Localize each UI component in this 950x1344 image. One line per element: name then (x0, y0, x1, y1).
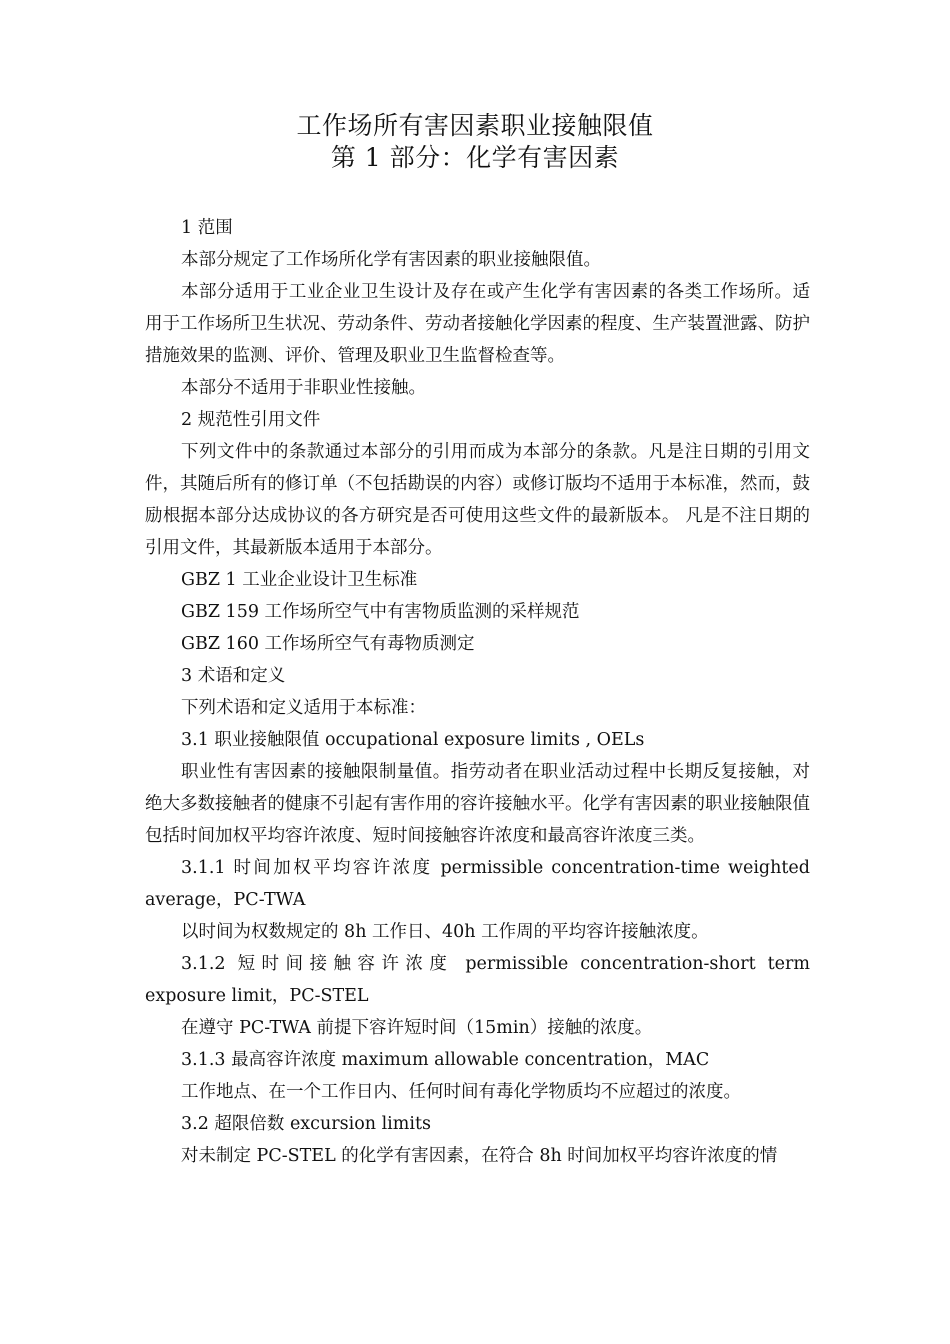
section-heading-terms: 3 术语和定义 (181, 666, 286, 686)
paragraph: 工作地点、在一个工作日内、任何时间有毒化学物质均不应超过的浓度。 (181, 1082, 741, 1102)
paragraph: 对未制定 PC-STEL 的化学有害因素，在符合 8h 时间加权平均容许浓度的情 (181, 1146, 778, 1166)
paragraph: 本部分规定了工作场所化学有害因素的职业接触限值。 (181, 250, 601, 270)
paragraph: 在遵守 PC-TWA 前提下容许短时间（15min）接触的浓度。 (181, 1018, 653, 1038)
document-title: 工作场所有害因素职业接触限值 (296, 111, 654, 140)
paragraph: 下列文件中的条款通过本部分的引用而成为本部分的条款。凡是注日期的引用文件，其随后所有的修订单（不包括勘误的内容）或修订版均不适用于本标准，然而，鼓励根据本部分达成协议的各方研究是否可使用这些文件的最新版本。 凡是不注日期的引用文件，其最新版本适用于本部分。 (145, 442, 810, 558)
paragraph: 以时间为权数规定的 8h 工作日、40h 工作周的平均容许接触浓度。 (181, 922, 709, 942)
paragraph: 下列术语和定义适用于本标准： (181, 698, 426, 718)
section-heading-scope: 1 范围 (181, 218, 233, 238)
document-subtitle: 第 1 部分：化学有害因素 (330, 143, 620, 172)
term-heading: 3.1.1 时间加权平均容许浓度 permissible concentration-time weighted average，PC-TWA (145, 858, 810, 910)
reference-item: GBZ 1 工业企业设计卫生标准 (181, 570, 418, 590)
term-heading: 3.1 职业接触限值 occupational exposure limits , OELs (181, 730, 645, 750)
document-body (145, 212, 810, 1172)
term-heading: 3.1.2 短时间接触容许浓度 permissible concentration-short term exposure limit，PC-STEL (145, 954, 810, 1006)
section-heading-references: 2 规范性引用文件 (181, 410, 321, 430)
reference-item: GBZ 159 工作场所空气中有害物质监测的采样规范 (181, 602, 580, 622)
term-heading: 3.2 超限倍数 excursion limits (181, 1114, 431, 1134)
paragraph: 职业性有害因素的接触限制量值。指劳动者在职业活动过程中长期反复接触，对绝大多数接触者的健康不引起有害作用的容许接触水平。化学有害因素的职业接触限值包括时间加权平均容许浓度、短时间接触容许浓度和最高容许浓度三类。 (145, 762, 810, 846)
reference-item: GBZ 160 工作场所空气有毒物质测定 (181, 634, 475, 654)
term-heading: 3.1.3 最高容许浓度 maximum allowable concentration，MAC (181, 1050, 710, 1070)
paragraph: 本部分不适用于非职业性接触。 (181, 378, 426, 398)
paragraph: 本部分适用于工业企业卫生设计及存在或产生化学有害因素的各类工作场所。适用于工作场所卫生状况、劳动条件、劳动者接触化学因素的程度、生产装置泄露、防护措施效果的监测、评价、管理及职业卫生监督检查等。 (145, 282, 810, 366)
